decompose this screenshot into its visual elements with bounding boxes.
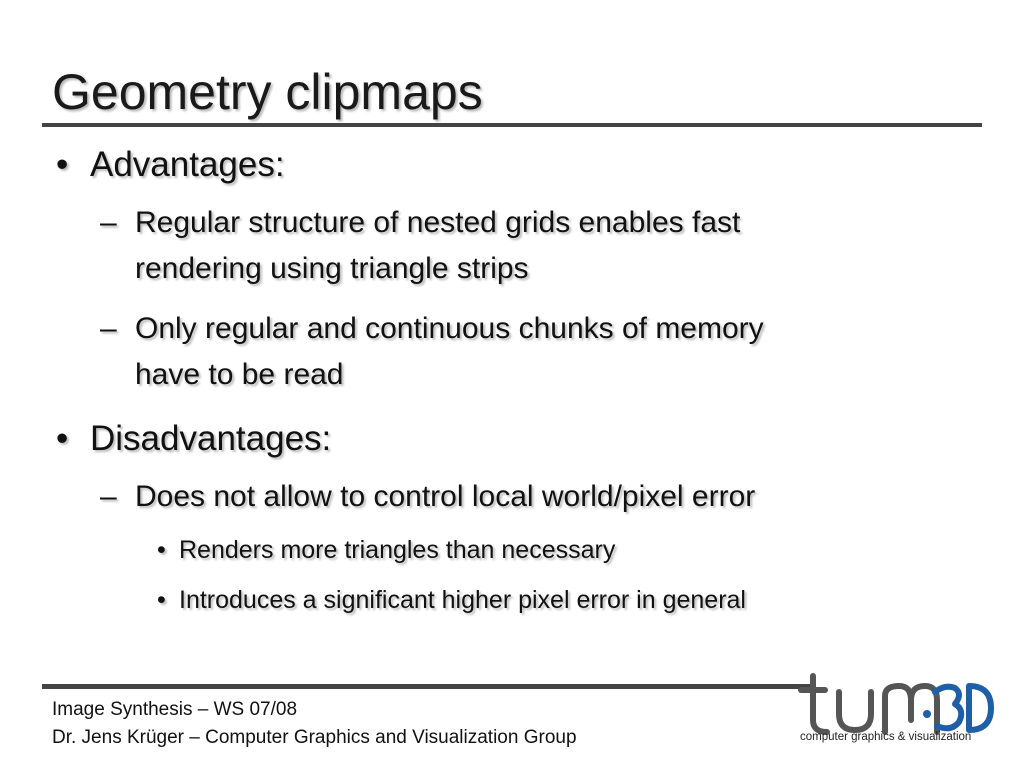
sub-bullet-line-2: rendering using triangle strips bbox=[135, 252, 529, 285]
sub-bullet-line-2: have to be read bbox=[135, 358, 344, 391]
sub-sub-bullet-text: Introduces a significant higher pixel error in general bbox=[179, 586, 746, 614]
sub-bullet-line-1: Regular structure of nested grids enables fast bbox=[135, 206, 741, 239]
bullet-icon: • bbox=[157, 536, 166, 564]
bullet-text: Disadvantages: bbox=[90, 419, 332, 458]
title-divider bbox=[42, 123, 982, 127]
logo-caption: computer graphics & visualization bbox=[800, 731, 972, 743]
bullet-text: Advantages: bbox=[90, 145, 285, 184]
bullet-icon: • bbox=[56, 145, 69, 184]
logo-dot bbox=[923, 710, 931, 718]
footer-course: Image Synthesis – WS 07/08 bbox=[52, 699, 298, 720]
dash-icon: – bbox=[100, 206, 117, 239]
dash-icon: – bbox=[100, 312, 117, 345]
footer-author: Dr. Jens Krüger – Computer Graphics and Visualization Group bbox=[52, 727, 577, 748]
bullet-icon: • bbox=[157, 586, 166, 614]
sub-sub-bullet-text: Renders more triangles than necessary bbox=[179, 536, 616, 564]
sub-bullet-line-1: Only regular and continuous chunks of memory bbox=[135, 312, 764, 345]
logo-3d-mark bbox=[935, 686, 991, 730]
slide-title: Geometry clipmaps bbox=[52, 64, 483, 120]
footer-divider bbox=[42, 684, 812, 689]
sub-bullet-line-1: Does not allow to control local world/pixel error bbox=[135, 480, 756, 513]
bullet-icon: • bbox=[56, 419, 69, 458]
dash-icon: – bbox=[100, 480, 117, 513]
logo-tum-mark bbox=[801, 676, 937, 732]
